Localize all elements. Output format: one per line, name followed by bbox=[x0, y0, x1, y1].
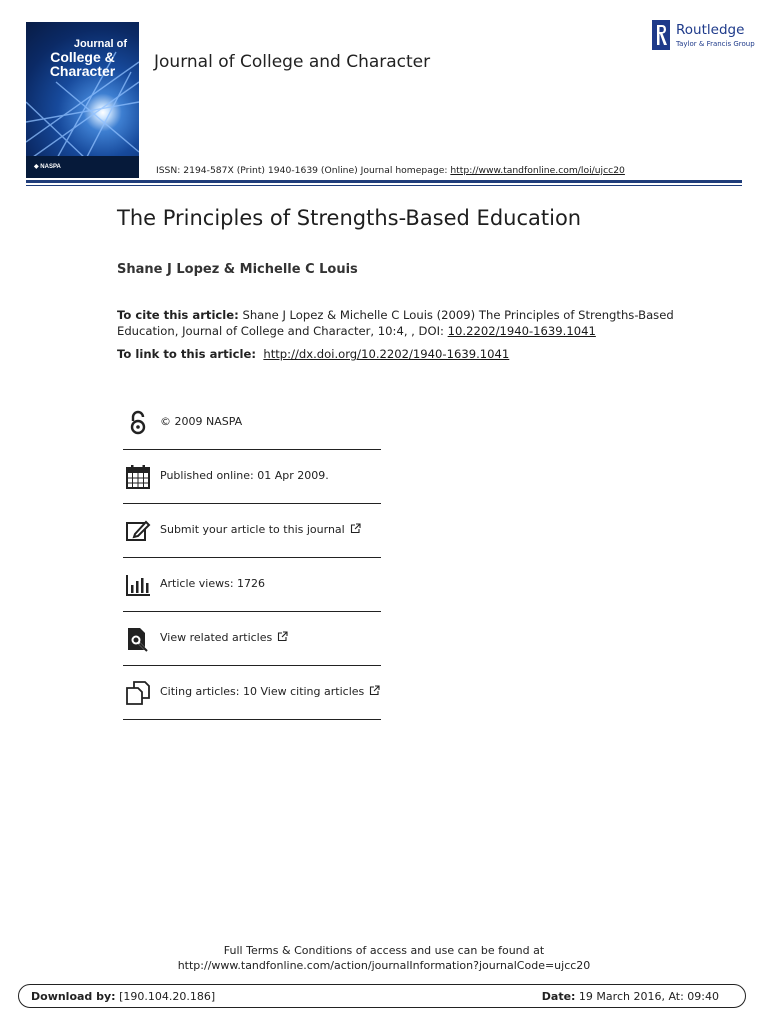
publisher-subtitle: Taylor & Francis Group bbox=[676, 40, 755, 48]
journal-cover-image bbox=[26, 22, 139, 178]
article-title: The Principles of Strengths-Based Education bbox=[117, 206, 582, 230]
terms-line-1: Full Terms & Conditions of access and use can be found at bbox=[223, 944, 545, 957]
cover-title-line3: Character bbox=[49, 63, 116, 79]
header-divider-thin bbox=[26, 185, 742, 186]
journal-homepage-link[interactable]: http://www.tandfonline.com/loi/ujcc20 bbox=[450, 165, 625, 176]
download-info-bar bbox=[18, 984, 746, 1008]
journal-title: Journal of College and Character bbox=[154, 52, 431, 72]
search-document-icon bbox=[125, 626, 151, 652]
cover-title-line2: College & bbox=[50, 49, 115, 65]
issn-text: ISSN: 2194-587X (Print) 1940-1639 (Online) Journal homepage: bbox=[156, 165, 451, 176]
cover-publisher-mark: ◆ NASPA bbox=[34, 164, 61, 170]
link-label: To link to this article: bbox=[117, 347, 256, 361]
open-access-icon bbox=[125, 410, 151, 436]
download-date: Date: 19 March 2016, At: 09:40 bbox=[541, 990, 719, 1003]
header-divider bbox=[26, 180, 742, 183]
info-row-views bbox=[123, 558, 381, 612]
article-authors: Shane J Lopez & Michelle C Louis bbox=[117, 262, 358, 277]
article-info-list bbox=[123, 396, 381, 720]
submit-article-link[interactable]: Submit your article to this journal bbox=[160, 523, 361, 536]
copyright-text: © 2009 NASPA bbox=[160, 415, 243, 428]
info-row-related[interactable] bbox=[123, 612, 381, 666]
edit-icon bbox=[125, 518, 151, 544]
citation-block bbox=[117, 307, 677, 339]
bar-chart-icon bbox=[125, 572, 151, 598]
calendar-icon bbox=[125, 464, 151, 490]
link-to-article bbox=[117, 347, 509, 361]
publisher-name: Routledge bbox=[676, 22, 745, 38]
article-views-text: Article views: 1726 bbox=[160, 577, 266, 590]
routledge-logo-icon bbox=[652, 20, 672, 50]
info-row-published bbox=[123, 450, 381, 504]
external-link-icon bbox=[350, 523, 361, 534]
info-row-submit[interactable] bbox=[123, 504, 381, 558]
cite-text: Shane J Lopez & Michelle C Louis (2009) The Principles of Strengths-Based Education, Journal of College and Character, 10:4, , DOI: bbox=[117, 308, 674, 338]
cite-doi-link[interactable]: 10.2202/1940-1639.1041 bbox=[447, 324, 596, 338]
related-articles-link[interactable]: View related articles bbox=[160, 631, 288, 644]
cover-title bbox=[26, 50, 139, 78]
citing-articles-link[interactable]: Citing articles: 10 View citing articles bbox=[160, 685, 380, 698]
published-date-text: Published online: 01 Apr 2009. bbox=[160, 469, 329, 482]
terms-url-link[interactable]: http://www.tandfonline.com/action/journalInformation?journalCode=ujcc20 bbox=[177, 959, 591, 972]
citing-documents-icon bbox=[125, 680, 151, 706]
issn-line bbox=[156, 165, 625, 176]
external-link-icon bbox=[277, 631, 288, 642]
cite-label: To cite this article: bbox=[117, 308, 239, 322]
info-row-citing[interactable] bbox=[123, 666, 381, 720]
external-link-icon bbox=[369, 685, 380, 696]
terms-and-conditions bbox=[0, 943, 768, 973]
info-row-copyright bbox=[123, 396, 381, 450]
cover-title-line1: Journal of bbox=[73, 38, 127, 50]
download-by: Download by: [190.104.20.186] bbox=[31, 990, 216, 1003]
article-doi-url-link[interactable]: http://dx.doi.org/10.2202/1940-1639.1041 bbox=[263, 347, 510, 361]
